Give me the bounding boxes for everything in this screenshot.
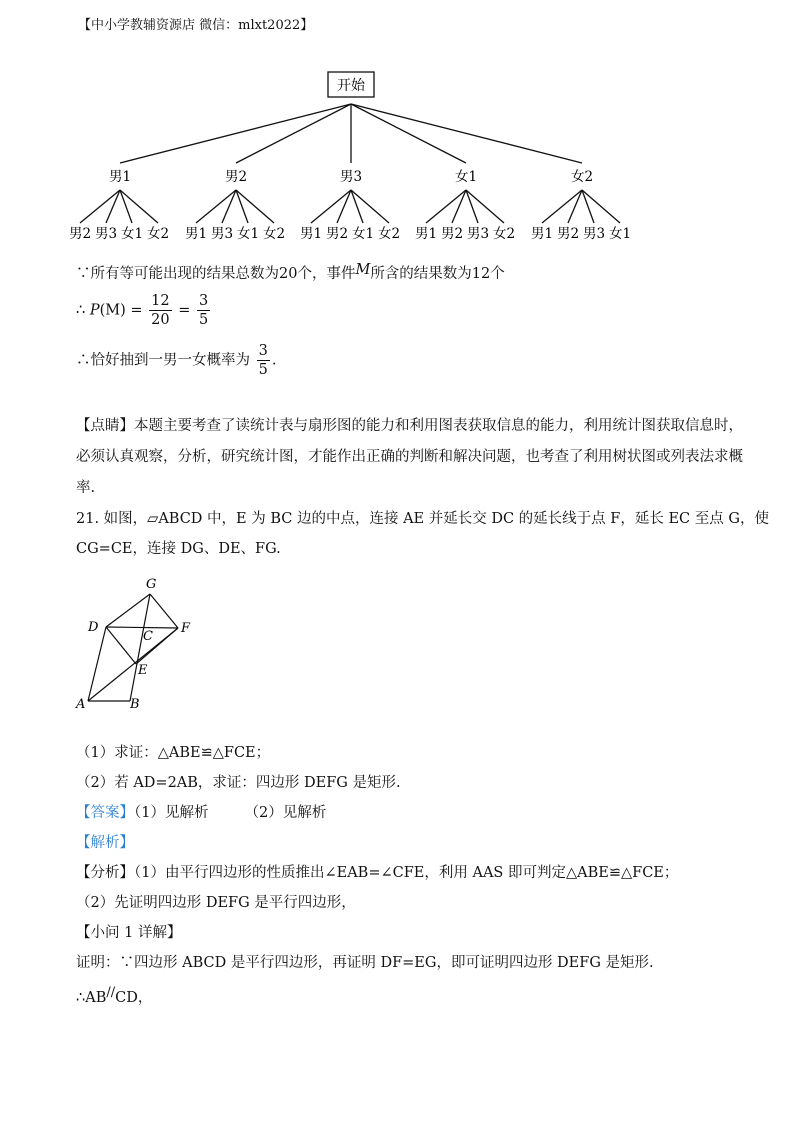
tree-edge-root-5 xyxy=(351,104,582,163)
point-label-g: G xyxy=(146,577,157,592)
tree-edge-leaf xyxy=(542,190,582,223)
tree-branch-label: 男1 xyxy=(108,169,132,185)
subquestion-1-heading: 【小问 1 详解】 xyxy=(76,925,182,941)
point-label-c: C xyxy=(143,629,153,644)
question-21-line-1: 21. 如图，▱ABCD 中，E 为 BC 边的中点，连接 AE 并延长交 DC 的延长线于点 F，延长 EC 至点 G，使 xyxy=(76,511,769,527)
tree-edge-root-4 xyxy=(351,104,466,163)
prob-arg: (M) = xyxy=(99,302,143,319)
tree-edge-leaf xyxy=(311,190,351,223)
answer-2: （2）见解析 xyxy=(244,805,327,821)
tree-leaf-label: 男1 xyxy=(299,226,323,242)
question-21-part-1: （1）求证：△ABE≌△FCE； xyxy=(76,745,271,761)
tree-root-label: 开始 xyxy=(337,78,365,94)
prob-fn: P xyxy=(89,302,100,319)
tree-leaf-label: 男2 xyxy=(556,226,580,242)
tree-branch-label: 女1 xyxy=(454,169,478,185)
tree-leaf-label: 女2 xyxy=(492,226,516,242)
fraction-3-5: $\frac{3}{5}$ xyxy=(198,293,209,328)
answer-1: （1）见解析 xyxy=(134,805,209,821)
answer-line xyxy=(76,801,326,822)
tree-edge-root-2 xyxy=(236,104,351,163)
tree-leaf-label: 女1 xyxy=(236,226,260,242)
tree-diagram xyxy=(0,0,800,260)
jiexi-label: 【解析】 xyxy=(76,835,134,851)
tree-leaf-label: 男2 xyxy=(325,226,349,242)
point-label-e: E xyxy=(138,663,148,678)
tree-leaf-label: 女2 xyxy=(377,226,401,242)
parallel-symbol: // xyxy=(106,985,116,1000)
point-label-d: D xyxy=(88,620,99,635)
fenxi-line-1: 【分析】（1）由平行四边形的性质推出∠EAB=∠CFE，利用 AAS 即可判定△ABE≌△FCE； xyxy=(76,865,679,881)
dianjing-line-2: 必须认真观察，分析，研究统计图，才能作出正确的判断和解决问题，也考查了利用树状图或列表法求概 xyxy=(76,449,743,465)
tree-leaf-label: 女2 xyxy=(146,226,170,242)
tree-leaf-label: 女1 xyxy=(608,226,632,242)
answer-label: 【答案】 xyxy=(76,805,134,821)
result-line xyxy=(76,262,505,283)
tree-leaf-label: 男2 xyxy=(440,226,464,242)
tree-leaf-label: 男1 xyxy=(184,226,208,242)
proof-line-2 xyxy=(76,985,152,1007)
conclusion-line: ∴恰好抽到一男一女概率为 $\frac{3}{5}$ . xyxy=(76,343,277,378)
fenxi-line-2: （2）先证明四边形 DEFG 是平行四边形， xyxy=(76,895,356,911)
tree-leaf-label: 男3 xyxy=(210,226,234,242)
dianjing-line-1: 【点睛】本题主要考查了读统计表与扇形图的能力和利用图表获取信息的能力，利用统计图获取信息时， xyxy=(76,418,743,434)
result-line-a: ∵所有等可能出现的结果总数为20个，事件 xyxy=(76,266,356,282)
tree-edge-root-1 xyxy=(120,104,351,163)
proof-line-1: 证明：∵四边形 ABCD 是平行四边形，再证明 DF=EG，即可证明四边形 DEFG 是矩形. xyxy=(76,955,654,971)
tree-branch-label: 女2 xyxy=(570,169,594,185)
point-label-a: A xyxy=(76,697,86,712)
tree-edge-leaf xyxy=(196,190,236,223)
tree-leaf-label: 男3 xyxy=(94,226,118,242)
tree-leaf-label: 女1 xyxy=(120,226,144,242)
proof-cd: CD， xyxy=(115,990,153,1006)
equals: = xyxy=(178,302,191,319)
tree-leaf-label: 女2 xyxy=(262,226,286,242)
dianjing-line-3: 率. xyxy=(76,480,96,496)
tree-branch-label: 男3 xyxy=(339,169,363,185)
tree-edge-leaf xyxy=(80,190,120,223)
tree-leaf-label: 男1 xyxy=(414,226,438,242)
therefore-symbol: ∴ xyxy=(76,302,86,319)
tree-edge-leaf xyxy=(426,190,466,223)
tree-leaf-label: 男3 xyxy=(582,226,606,242)
proof-ab: ∴AB xyxy=(76,990,107,1006)
result-line-b: 所含的结果数为12个 xyxy=(370,266,505,282)
tree-leaf-label: 男1 xyxy=(530,226,554,242)
question-21-part-2: （2）若 AD=2AB，求证：四边形 DEFG 是矩形. xyxy=(76,775,401,791)
tree-branch-label: 男2 xyxy=(224,169,248,185)
fraction-3-5-b: $\frac{3}{5}$ xyxy=(258,343,268,378)
fraction-12-20: $\frac{12}{20}$ xyxy=(151,293,170,328)
question-21-line-2: CG=CE，连接 DG、DE、FG. xyxy=(76,541,281,557)
page-header: 【中小学教辅资源店 微信：mlxt2022】 xyxy=(78,18,314,33)
probability-formula xyxy=(76,292,212,329)
geometry-figure xyxy=(70,570,210,720)
point-label-b: B xyxy=(130,697,140,712)
tree-leaf-label: 男2 xyxy=(68,226,92,242)
conclusion-text: ∴恰好抽到一男一女概率为 xyxy=(76,352,250,369)
tree-leaf-label: 男3 xyxy=(466,226,490,242)
event-m: M xyxy=(355,262,371,278)
tree-leaf-label: 女1 xyxy=(351,226,375,242)
point-label-f: F xyxy=(181,621,191,636)
